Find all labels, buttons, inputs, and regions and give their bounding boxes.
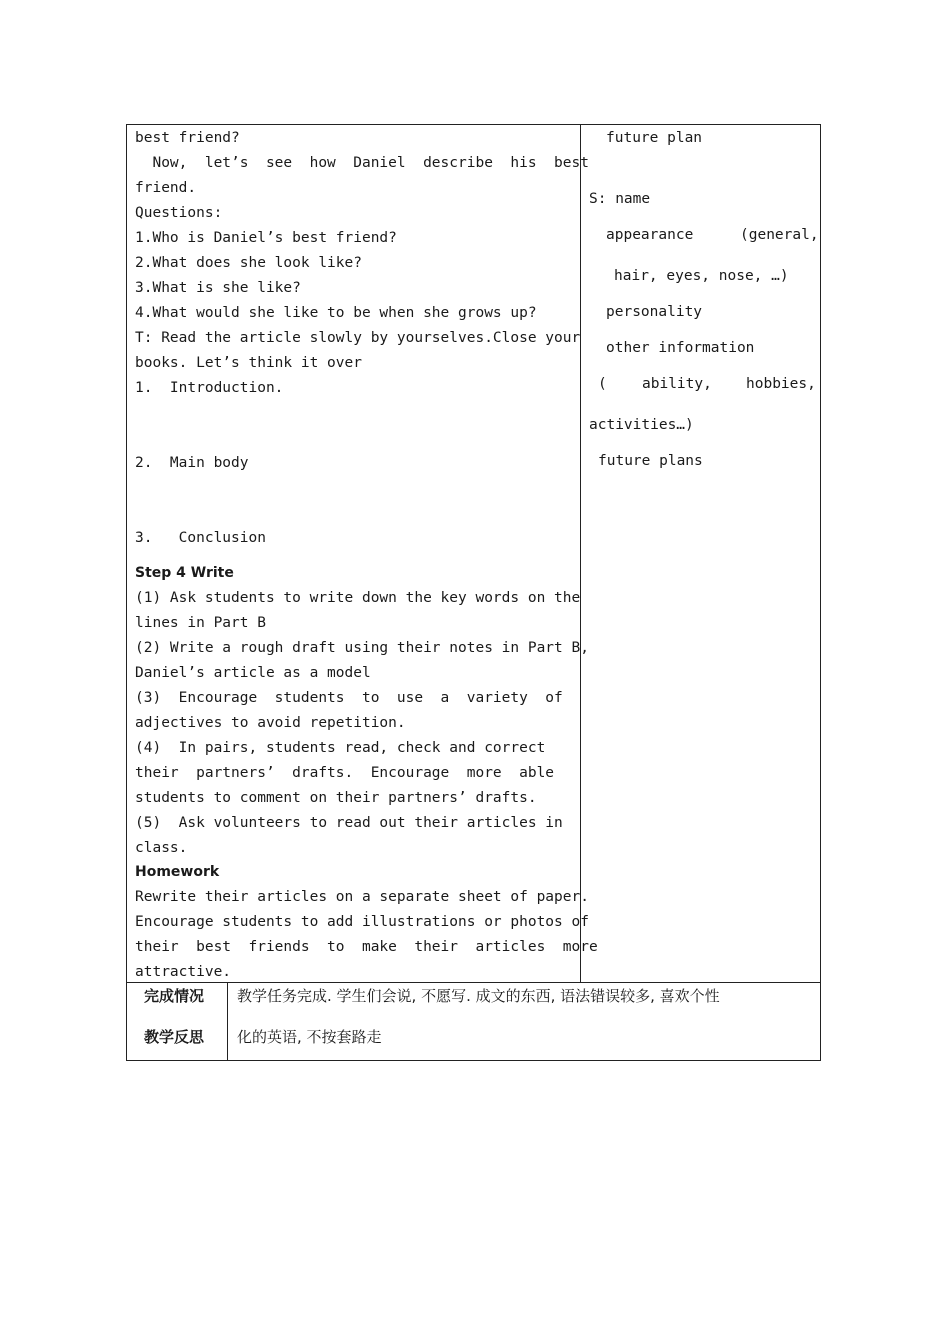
outline-conclusion: 3. Conclusion — [135, 530, 266, 546]
reflection-label: 教学反思 — [144, 1028, 205, 1046]
text-line: (general, — [740, 227, 819, 243]
text-line: T: Read the article slowly by yourselves.Close your — [135, 330, 581, 346]
text-line: appearance — [606, 227, 694, 243]
step-4-heading: Step 4 Write — [135, 565, 234, 581]
outline-main-body: 2. Main body — [135, 455, 249, 471]
text-line: their partners’ drafts. Encourage more able — [135, 765, 555, 781]
text-line: students to comment on their partners’ drafts. — [135, 790, 537, 806]
text-line: ( — [598, 376, 607, 392]
text-line: books. Let’s think it over — [135, 355, 362, 371]
question-2: 2.What does she look like? — [135, 255, 362, 271]
text-line: other information — [606, 340, 755, 356]
text-line: adjectives to avoid repetition. — [135, 715, 406, 731]
text-line: activities…) — [589, 417, 694, 433]
text-line: ability, — [642, 376, 712, 392]
question-1: 1.Who is Daniel’s best friend? — [135, 230, 397, 246]
text-line: class. — [135, 840, 188, 856]
text-line: (2) Write a rough draft using their notes in Part B, — [135, 640, 589, 656]
reflection-label-divider — [227, 982, 228, 1061]
text-line: Now, let’s see how Daniel describe his best — [135, 155, 589, 171]
text-line: future plans — [598, 453, 703, 469]
text-line: best friend? — [135, 130, 240, 146]
column-divider — [580, 124, 581, 982]
text-line: future plan — [606, 130, 703, 146]
text-line: Questions: — [135, 205, 223, 221]
text-line: personality — [606, 304, 703, 320]
text-line: (1) Ask students to write down the key words on the — [135, 590, 581, 606]
text-line: S: name — [589, 191, 651, 207]
reflection-text: 化的英语, 不按套路走 — [237, 1028, 382, 1046]
text-line: hair, eyes, nose, …) — [614, 268, 789, 284]
text-line: (4) In pairs, students read, check and correct — [135, 740, 546, 756]
homework-heading: Homework — [135, 864, 220, 880]
text-line: attractive. — [135, 964, 232, 980]
text-line: Encourage students to add illustrations or photos of — [135, 914, 589, 930]
text-line: friend. — [135, 180, 197, 196]
text-line: (5) Ask volunteers to read out their articles in — [135, 815, 563, 831]
outline-introduction: 1. Introduction. — [135, 380, 284, 396]
text-line: hobbies, — [746, 376, 816, 392]
text-line: Daniel’s article as a model — [135, 665, 371, 681]
completion-label: 完成情况 — [144, 987, 205, 1005]
question-3: 3.What is she like? — [135, 280, 301, 296]
text-line: (3) Encourage students to use a variety of — [135, 690, 563, 706]
text-line: their best friends to make their articles more — [135, 939, 598, 955]
text-line: lines in Part B — [135, 615, 266, 631]
question-4: 4.What would she like to be when she grows up? — [135, 305, 537, 321]
reflection-text: 教学任务完成. 学生们会说, 不愿写. 成文的东西, 语法错误较多, 喜欢个性 — [237, 987, 720, 1005]
text-line: Rewrite their articles on a separate sheet of paper. — [135, 889, 589, 905]
